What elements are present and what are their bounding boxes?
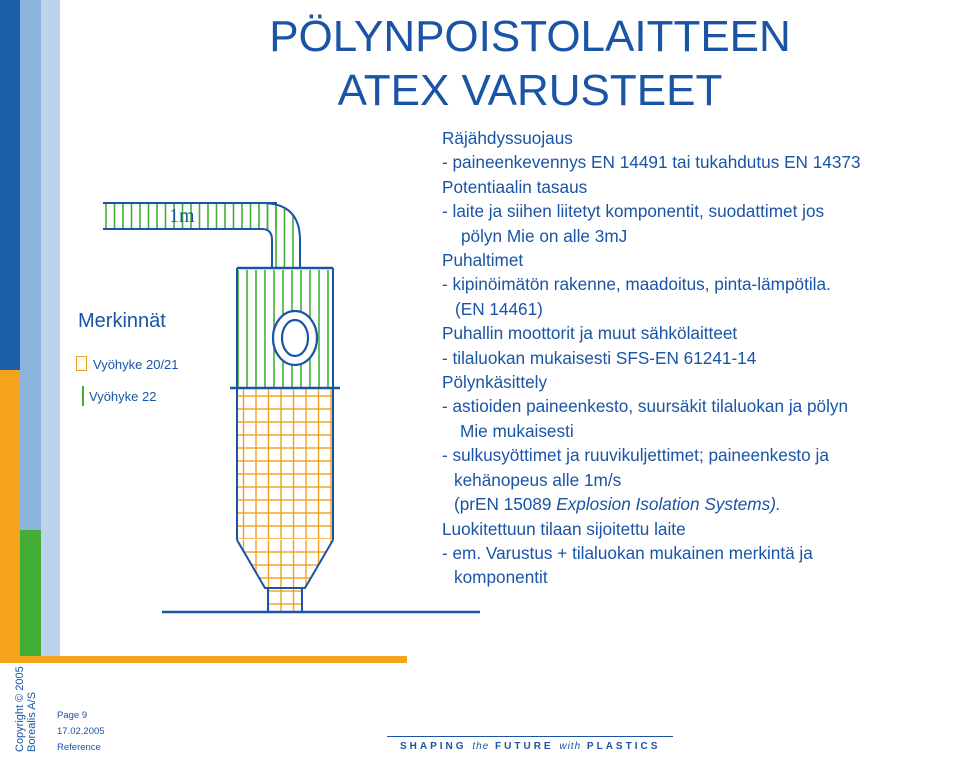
text-line: Mie mukaisesti xyxy=(460,420,574,441)
orange-outline-box-icon xyxy=(76,356,87,371)
text-line: kehänopeus alle 1m/s xyxy=(454,469,622,490)
standard-ref: (prEN 15089 xyxy=(454,494,557,515)
slogan-part: SHAPING xyxy=(400,741,473,752)
text-line: - sulkusyöttimet ja ruuvikuljettimet; paineenkesto ja xyxy=(442,445,829,466)
green-line-icon xyxy=(82,386,84,406)
standard-title: Explosion Isolation Systems). xyxy=(556,494,781,515)
page-title-line1: PÖLYNPOISTOLAITTEEN xyxy=(269,12,791,61)
slogan-part: FUTURE xyxy=(489,741,560,752)
dimension-label: 1m xyxy=(169,205,195,227)
text-line: komponentit xyxy=(454,567,548,588)
heading-explosion-protection: Räjähdyssuojaus xyxy=(442,128,573,148)
page-title-line2: ATEX VARUSTEET xyxy=(337,66,723,115)
footer-copyright: Copyright © 2005 xyxy=(14,666,26,752)
duct-elbow xyxy=(262,203,300,268)
footer-reference: Reference xyxy=(57,742,101,753)
slogan-part: with xyxy=(559,741,582,752)
text-line: - kipinöimätön rakenne, maadoitus, pinta-lämpötila. xyxy=(442,274,831,295)
collector-lower-body xyxy=(237,389,333,539)
text-line xyxy=(442,492,960,516)
text-line: - astioiden paineenkesto, suursäkit tilaluokan ja pölyn xyxy=(442,396,849,417)
bottom-accent-bar xyxy=(0,656,407,663)
heading-fans: Puhaltimet xyxy=(442,250,524,271)
legend-zone-20-21: Vyöhyke 20/21 xyxy=(93,357,179,372)
heading-equipotential-bonding: Potentiaalin tasaus xyxy=(442,176,588,197)
footer-date: 17.02.2005 xyxy=(57,726,105,737)
text-line: (EN 14461) xyxy=(455,298,543,319)
text-line: - paineenkevennys EN 14491 tai tukahdutus EN 14373 xyxy=(442,152,861,173)
requirements-text xyxy=(442,126,960,590)
slogan-part: the xyxy=(472,741,490,752)
hopper-outlet xyxy=(268,589,302,611)
text-line: - em. Varustus + tilaluokan mukainen merkintä ja xyxy=(442,542,813,563)
slogan-part: PLASTICS xyxy=(581,741,661,752)
legend-zone-22: Vyöhyke 22 xyxy=(89,389,157,404)
heading-fan-motors: Puhallin moottorit ja muut sähkölaitteet xyxy=(442,323,738,344)
heading-classified-area-device: Luokitettuun tilaan sijoitettu laite xyxy=(442,518,686,539)
legend-title: Merkinnät xyxy=(78,310,166,332)
slogan-divider xyxy=(387,736,673,737)
text-line: - tilaluokan mukaisesti SFS-EN 61241-14 xyxy=(442,347,757,368)
footer-slogan xyxy=(400,741,660,752)
footer-company: Borealis A/S xyxy=(26,692,38,752)
footer-page: Page 9 xyxy=(57,710,88,721)
text-line: pölyn Mie on alle 3mJ xyxy=(461,225,628,246)
heading-dust-handling: Pölynkäsittely xyxy=(442,372,548,393)
text-line: - laite ja siihen liitetyt komponentit, suodattimet jos xyxy=(442,201,825,222)
